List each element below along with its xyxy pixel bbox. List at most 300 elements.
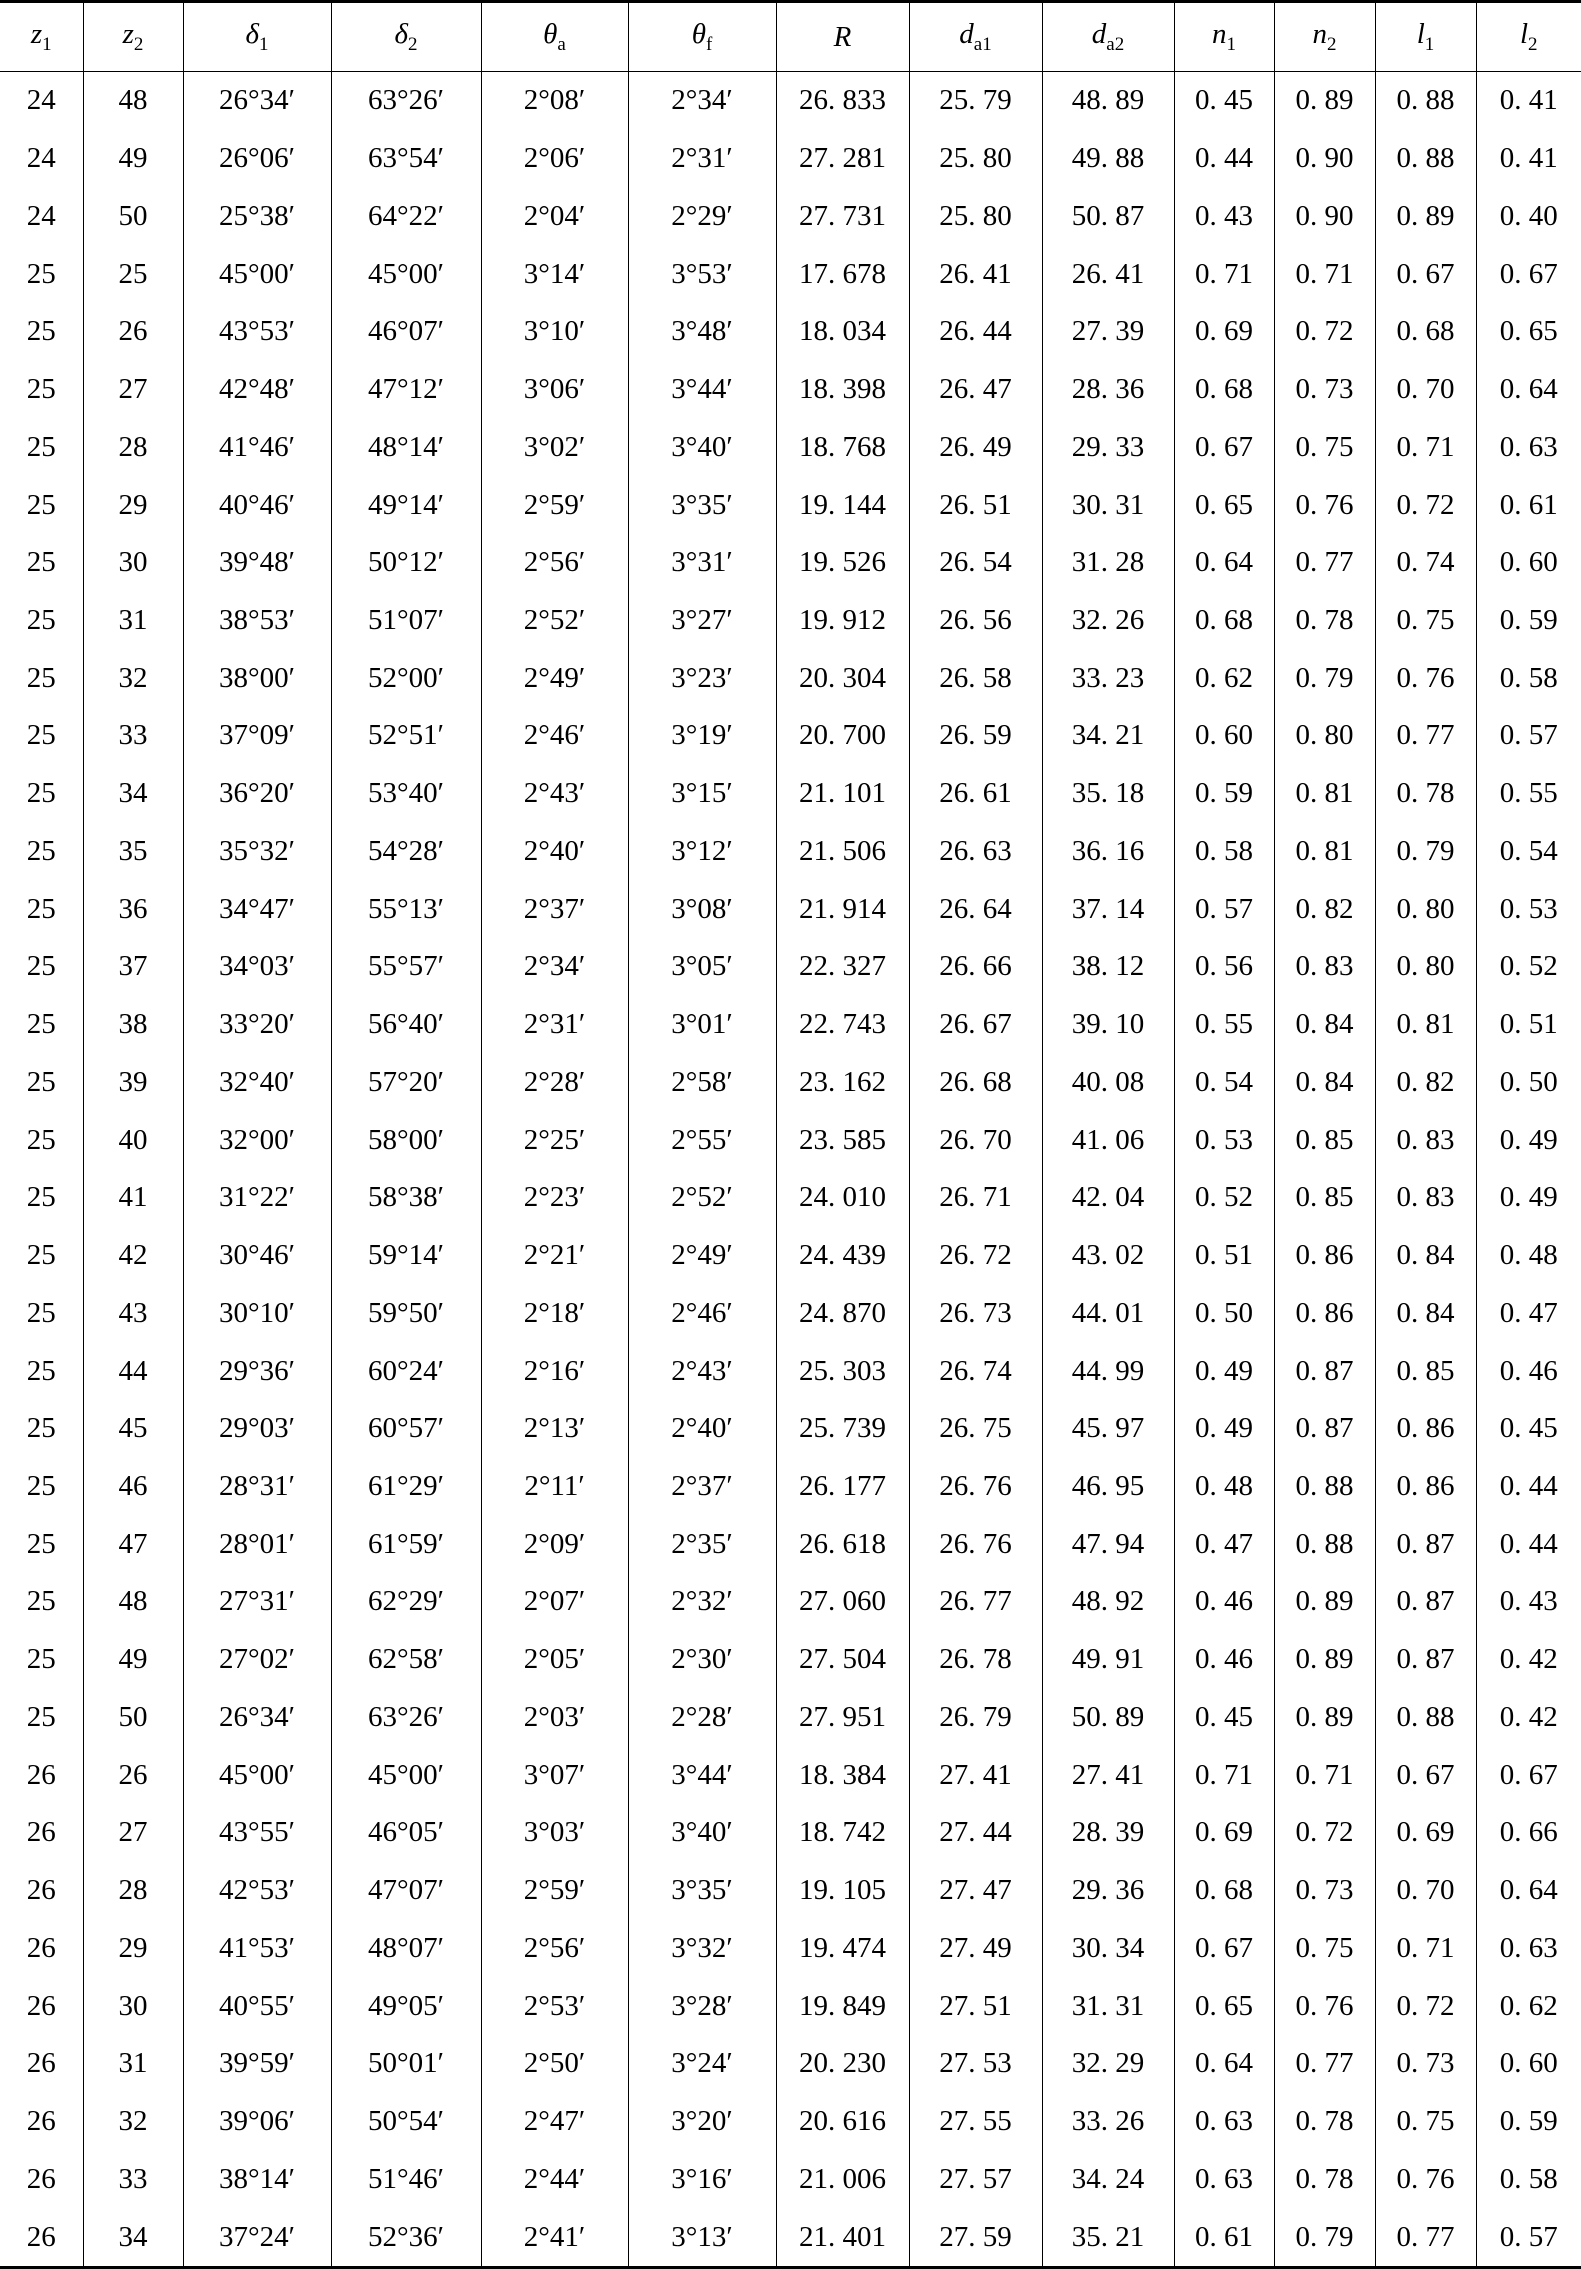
table-cell: 47 [83,1515,183,1573]
table-cell: 2°53′ [481,1977,628,2035]
table-cell: 0. 75 [1274,1920,1375,1978]
table-cell: 0. 86 [1274,1284,1375,1342]
table-cell: 0. 63 [1174,2093,1274,2151]
table-cell: 2°08′ [481,72,628,130]
table-cell: 25 [0,1515,83,1573]
table-cell: 0. 82 [1274,880,1375,938]
table-cell: 27. 47 [909,1862,1042,1920]
table-cell: 43°53′ [183,303,331,361]
table-cell: 26. 833 [776,72,909,130]
table-cell: 25. 739 [776,1400,909,1458]
table-cell: 27. 59 [909,2208,1042,2267]
table-cell: 0. 89 [1274,1631,1375,1689]
table-cell: 28 [83,1862,183,1920]
table-cell: 0. 78 [1274,2150,1375,2208]
table-cell: 48°07′ [331,1920,481,1978]
table-cell: 26. 72 [909,1227,1042,1285]
table-cell: 2°11′ [481,1458,628,1516]
table-cell: 63°54′ [331,130,481,188]
table-cell: 48. 89 [1042,72,1174,130]
table-cell: 0. 68 [1174,1862,1274,1920]
table-cell: 2°13′ [481,1400,628,1458]
table-cell: 26. 59 [909,707,1042,765]
table-row [0,1169,1581,1227]
table-cell: 0. 89 [1274,1573,1375,1631]
column-header [1375,2,1476,72]
table-cell: 27. 51 [909,1977,1042,2035]
table-cell: 25 [0,534,83,592]
table-cell: 26 [0,1746,83,1804]
column-subscript: a1 [973,33,992,55]
table-cell: 52°00′ [331,649,481,707]
table-cell: 0. 72 [1375,476,1476,534]
table-row [0,1977,1581,2035]
table-cell: 2°40′ [481,823,628,881]
table-cell: 0. 67 [1375,245,1476,303]
table-cell: 41°53′ [183,1920,331,1978]
table-cell: 45°00′ [331,1746,481,1804]
table-cell: 0. 89 [1274,1689,1375,1747]
table-cell: 0. 57 [1476,2208,1581,2267]
table-cell: 26. 56 [909,592,1042,650]
table-cell: 0. 63 [1476,418,1581,476]
table-cell: 26. 64 [909,880,1042,938]
table-cell: 26. 76 [909,1515,1042,1573]
table-cell: 27. 951 [776,1689,909,1747]
table-cell: 0. 86 [1274,1227,1375,1285]
table-cell: 58°38′ [331,1169,481,1227]
table-cell: 37°24′ [183,2208,331,2267]
table-cell: 44. 01 [1042,1284,1174,1342]
table-row [0,1920,1581,1978]
table-row [0,823,1581,881]
table-cell: 2°59′ [481,1862,628,1920]
table-cell: 0. 85 [1274,1111,1375,1169]
table-cell: 40. 08 [1042,1053,1174,1111]
table-cell: 3°15′ [628,765,776,823]
table-cell: 2°37′ [481,880,628,938]
table-cell: 57°20′ [331,1053,481,1111]
table-cell: 64°22′ [331,187,481,245]
table-cell: 0. 58 [1476,649,1581,707]
table-cell: 43. 02 [1042,1227,1174,1285]
table-cell: 58°00′ [331,1111,481,1169]
table-cell: 31°22′ [183,1169,331,1227]
table-cell: 43 [83,1284,183,1342]
column-symbol: l [1416,18,1425,51]
table-cell: 61°29′ [331,1458,481,1516]
table-cell: 63°26′ [331,1689,481,1747]
table-cell: 19. 849 [776,1977,909,2035]
table-cell: 0. 80 [1375,880,1476,938]
table-cell: 26. 618 [776,1515,909,1573]
table-cell: 0. 83 [1375,1169,1476,1227]
table-cell: 18. 384 [776,1746,909,1804]
table-cell: 27. 57 [909,2150,1042,2208]
table-cell: 30 [83,1977,183,2035]
table-cell: 42°53′ [183,1862,331,1920]
table-cell: 19. 105 [776,1862,909,1920]
table-cell: 0. 88 [1274,1515,1375,1573]
table-cell: 25 [0,1631,83,1689]
table-cell: 0. 64 [1174,534,1274,592]
table-cell: 22. 743 [776,996,909,1054]
table-row [0,72,1581,130]
table-cell: 20. 230 [776,2035,909,2093]
table-cell: 37 [83,938,183,996]
column-symbol: z [30,18,43,51]
table-cell: 60°57′ [331,1400,481,1458]
table-cell: 20. 700 [776,707,909,765]
table-cell: 60°24′ [331,1342,481,1400]
table-cell: 0. 75 [1274,418,1375,476]
table-row [0,245,1581,303]
table-cell: 37. 14 [1042,880,1174,938]
table-cell: 50 [83,187,183,245]
table-cell: 0. 53 [1174,1111,1274,1169]
table-cell: 0. 58 [1174,823,1274,881]
table-cell: 21. 401 [776,2208,909,2267]
table-cell: 26. 61 [909,765,1042,823]
table-cell: 0. 90 [1274,187,1375,245]
table-cell: 22. 327 [776,938,909,996]
table-cell: 25 [0,1169,83,1227]
table-cell: 0. 77 [1274,2035,1375,2093]
table-row [0,592,1581,650]
table-cell: 25 [0,1400,83,1458]
table-cell: 0. 76 [1274,476,1375,534]
table-cell: 0. 56 [1174,938,1274,996]
table-cell: 0. 79 [1274,2208,1375,2267]
table-cell: 26. 76 [909,1458,1042,1516]
table-cell: 50. 87 [1042,187,1174,245]
table-cell: 25°38′ [183,187,331,245]
table-cell: 35°32′ [183,823,331,881]
table-cell: 0. 60 [1174,707,1274,765]
table-row [0,1458,1581,1516]
table-cell: 24. 010 [776,1169,909,1227]
table-cell: 26°34′ [183,1689,331,1747]
table-cell: 3°08′ [628,880,776,938]
table-cell: 38°00′ [183,649,331,707]
table-cell: 2°58′ [628,1053,776,1111]
table-cell: 0. 69 [1174,303,1274,361]
table-cell: 2°40′ [628,1400,776,1458]
table-cell: 52°51′ [331,707,481,765]
table-cell: 20. 616 [776,2093,909,2151]
table-cell: 26. 74 [909,1342,1042,1400]
table-cell: 0. 48 [1476,1227,1581,1285]
table-row [0,2093,1581,2151]
column-subscript: 1 [1226,33,1236,55]
table-cell: 31 [83,2035,183,2093]
table-cell: 2°07′ [481,1573,628,1631]
table-cell: 0. 90 [1274,130,1375,188]
table-cell: 49. 88 [1042,130,1174,188]
table-cell: 2°34′ [628,72,776,130]
table-cell: 0. 44 [1174,130,1274,188]
table-cell: 30. 31 [1042,476,1174,534]
table-cell: 34. 24 [1042,2150,1174,2208]
table-cell: 25. 79 [909,72,1042,130]
table-cell: 0. 55 [1476,765,1581,823]
table-cell: 43°55′ [183,1804,331,1862]
table-cell: 0. 52 [1476,938,1581,996]
table-cell: 42°48′ [183,361,331,419]
column-symbol: d [1091,18,1107,51]
table-cell: 25 [0,707,83,765]
column-symbol: d [959,18,974,51]
table-cell: 0. 49 [1476,1169,1581,1227]
table-cell: 2°35′ [628,1515,776,1573]
table-cell: 0. 49 [1174,1400,1274,1458]
table-cell: 33 [83,707,183,765]
table-cell: 0. 45 [1476,1400,1581,1458]
table-cell: 40°55′ [183,1977,331,2035]
table-cell: 27 [83,1804,183,1862]
table-cell: 26 [0,1977,83,2035]
table-cell: 38°53′ [183,592,331,650]
table-cell: 0. 85 [1375,1342,1476,1400]
table-cell: 27. 55 [909,2093,1042,2151]
table-cell: 2°03′ [481,1689,628,1747]
table-cell: 24 [0,130,83,188]
table-cell: 26. 63 [909,823,1042,881]
table-cell: 0. 45 [1174,72,1274,130]
table-cell: 0. 63 [1174,2150,1274,2208]
table-cell: 51°07′ [331,592,481,650]
table-row [0,1111,1581,1169]
table-header [0,2,1581,72]
table-cell: 0. 84 [1375,1227,1476,1285]
table-cell: 26. 41 [909,245,1042,303]
table-cell: 39. 10 [1042,996,1174,1054]
table-cell: 53°40′ [331,765,481,823]
table-cell: 27. 060 [776,1573,909,1631]
table-cell: 0. 73 [1375,2035,1476,2093]
table-row [0,303,1581,361]
table-cell: 2°47′ [481,2093,628,2151]
table-cell: 36. 16 [1042,823,1174,881]
table-cell: 54°28′ [331,823,481,881]
table-cell: 27. 44 [909,1804,1042,1862]
table-cell: 0. 51 [1174,1227,1274,1285]
table-cell: 2°52′ [628,1169,776,1227]
table-cell: 0. 81 [1274,765,1375,823]
table-cell: 3°35′ [628,476,776,534]
table-cell: 25 [0,1342,83,1400]
table-cell: 34°47′ [183,880,331,938]
table-cell: 29. 33 [1042,418,1174,476]
table-cell: 29 [83,1920,183,1978]
table-cell: 50°54′ [331,2093,481,2151]
column-subscript: 1 [42,33,52,55]
table-cell: 0. 55 [1174,996,1274,1054]
table-cell: 0. 73 [1274,1862,1375,1920]
table-cell: 27°02′ [183,1631,331,1689]
table-cell: 27. 53 [909,2035,1042,2093]
table-cell: 3°35′ [628,1862,776,1920]
table-cell: 32 [83,2093,183,2151]
table-cell: 2°09′ [481,1515,628,1573]
table-row [0,1400,1581,1458]
table-cell: 59°14′ [331,1227,481,1285]
table-cell: 3°13′ [628,2208,776,2267]
column-subscript: f [705,33,713,55]
table-cell: 46 [83,1458,183,1516]
table-cell: 0. 78 [1375,765,1476,823]
table-cell: 26. 54 [909,534,1042,592]
table-cell: 25 [0,592,83,650]
column-subscript: 2 [407,33,418,55]
table-cell: 25 [0,765,83,823]
table-cell: 26. 49 [909,418,1042,476]
table-cell: 0. 77 [1375,707,1476,765]
table-cell: 2°49′ [628,1227,776,1285]
table-cell: 2°04′ [481,187,628,245]
table-cell: 2°28′ [481,1053,628,1111]
table-cell: 0. 46 [1174,1573,1274,1631]
table-cell: 48 [83,72,183,130]
table-cell: 0. 80 [1274,707,1375,765]
table-cell: 25 [0,303,83,361]
table-cell: 0. 87 [1375,1573,1476,1631]
table-cell: 0. 86 [1375,1400,1476,1458]
table-cell: 31. 31 [1042,1977,1174,2035]
table-cell: 0. 54 [1476,823,1581,881]
table-cell: 25 [0,823,83,881]
table-cell: 19. 144 [776,476,909,534]
table-cell: 0. 83 [1274,938,1375,996]
table-cell: 2°41′ [481,2208,628,2267]
table-cell: 0. 71 [1375,1920,1476,1978]
table-cell: 27. 281 [776,130,909,188]
table-cell: 25. 80 [909,187,1042,245]
table-cell: 27 [83,361,183,419]
table-cell: 0. 44 [1476,1515,1581,1573]
table-row [0,534,1581,592]
table-cell: 25 [0,361,83,419]
table-cell: 44. 99 [1042,1342,1174,1400]
table-cell: 50°12′ [331,534,481,592]
table-cell: 50 [83,1689,183,1747]
table-cell: 44 [83,1342,183,1400]
table-cell: 3°19′ [628,707,776,765]
table-cell: 25 [0,1284,83,1342]
table-cell: 3°31′ [628,534,776,592]
table-cell: 34 [83,2208,183,2267]
table-row [0,996,1581,1054]
table-cell: 0. 73 [1274,361,1375,419]
table-cell: 45°00′ [183,245,331,303]
table-cell: 0. 60 [1476,534,1581,592]
table-cell: 0. 47 [1174,1515,1274,1573]
table-cell: 27. 49 [909,1920,1042,1978]
table-cell: 32°00′ [183,1111,331,1169]
table-cell: 27. 41 [1042,1746,1174,1804]
column-symbol: l [1519,18,1529,51]
table-row [0,130,1581,188]
table-cell: 0. 63 [1476,1920,1581,1978]
table-cell: 49°14′ [331,476,481,534]
table-cell: 0. 70 [1375,361,1476,419]
table-cell: 26. 71 [909,1169,1042,1227]
table-cell: 63°26′ [331,72,481,130]
table-cell: 25. 303 [776,1342,909,1400]
column-header [909,2,1042,72]
table-cell: 2°34′ [481,938,628,996]
table-cell: 25 [0,649,83,707]
column-symbol: δ [245,18,259,51]
table-row [0,1631,1581,1689]
table-cell: 26. 47 [909,361,1042,419]
table-cell: 0. 71 [1174,245,1274,303]
table-cell: 17. 678 [776,245,909,303]
table-cell: 45 [83,1400,183,1458]
table-cell: 0. 68 [1375,303,1476,361]
header-row [0,2,1581,72]
column-header [1274,2,1375,72]
table-cell: 18. 034 [776,303,909,361]
table-cell: 49 [83,1631,183,1689]
table-cell: 3°44′ [628,361,776,419]
table-cell: 41 [83,1169,183,1227]
table-cell: 39°59′ [183,2035,331,2093]
table-cell: 21. 101 [776,765,909,823]
table-cell: 0. 67 [1174,1920,1274,1978]
table-row [0,649,1581,707]
table-cell: 62°29′ [331,1573,481,1631]
table-cell: 56°40′ [331,996,481,1054]
table-cell: 3°27′ [628,592,776,650]
table-cell: 0. 62 [1174,649,1274,707]
table-cell: 40°46′ [183,476,331,534]
table-cell: 26. 41 [1042,245,1174,303]
table-cell: 24. 870 [776,1284,909,1342]
table-cell: 0. 86 [1375,1458,1476,1516]
table-cell: 34. 21 [1042,707,1174,765]
table-cell: 0. 81 [1274,823,1375,881]
table-cell: 20. 304 [776,649,909,707]
table-cell: 0. 80 [1375,938,1476,996]
table-cell: 18. 398 [776,361,909,419]
table-cell: 36°20′ [183,765,331,823]
table-row [0,2035,1581,2093]
table-cell: 2°18′ [481,1284,628,1342]
table-row [0,938,1581,996]
table-cell: 42. 04 [1042,1169,1174,1227]
table-cell: 3°53′ [628,245,776,303]
table-cell: 23. 585 [776,1111,909,1169]
table-cell: 2°25′ [481,1111,628,1169]
table-cell: 26 [0,1862,83,1920]
table-cell: 0. 41 [1476,72,1581,130]
table-cell: 24 [0,72,83,130]
table-cell: 2°31′ [628,130,776,188]
table-cell: 2°31′ [481,996,628,1054]
table-row [0,476,1581,534]
column-subscript: 1 [258,33,269,55]
table-row [0,1515,1581,1573]
table-cell: 3°16′ [628,2150,776,2208]
column-symbol: θ [543,18,558,51]
table-cell: 0. 84 [1375,1284,1476,1342]
table-cell: 47°07′ [331,1862,481,1920]
table-cell: 0. 67 [1375,1746,1476,1804]
table-cell: 0. 84 [1274,1053,1375,1111]
table-cell: 35. 18 [1042,765,1174,823]
table-cell: 47°12′ [331,361,481,419]
